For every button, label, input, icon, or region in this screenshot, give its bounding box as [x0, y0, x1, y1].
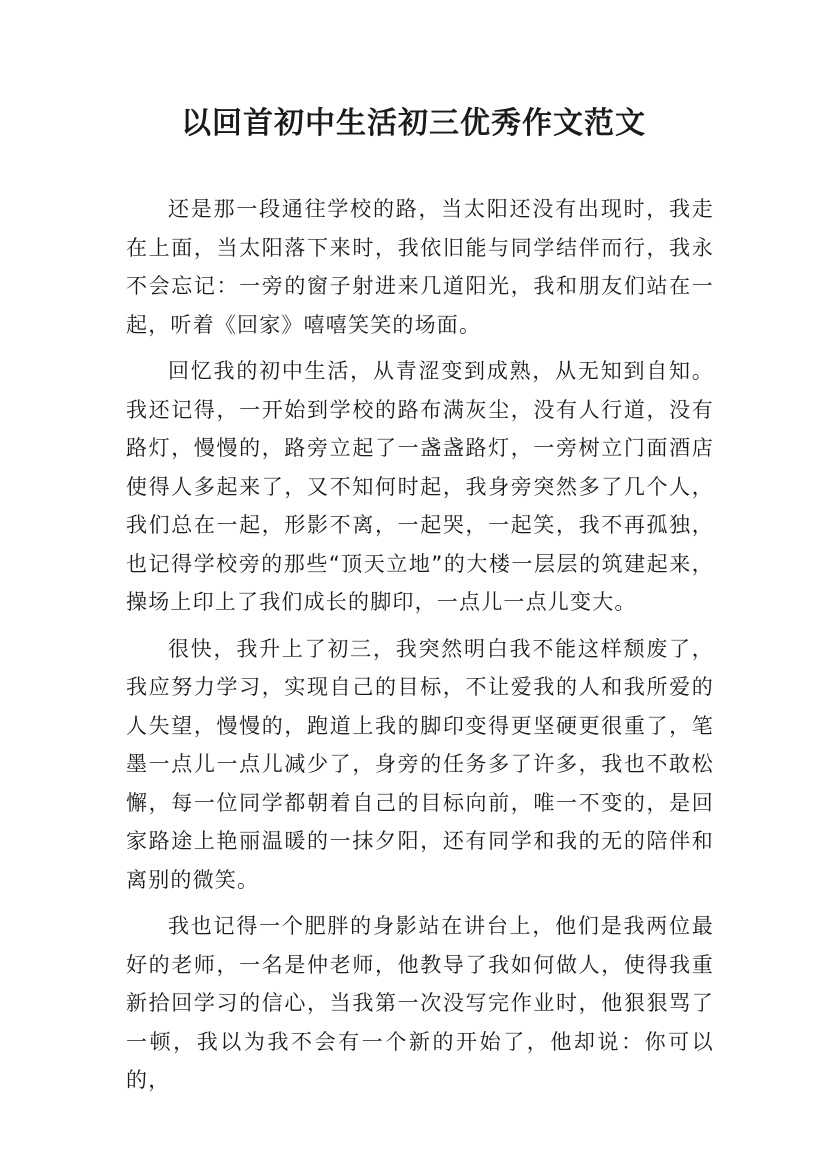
- paragraph-4: 我也记得一个肥胖的身影站在讲台上，他们是我两位最好的老师，一名是仲老师，他教导了我如何做人，使得我重新拾回学习的信心，当我第一次没写完作业时，他狠狠骂了一顿，我以为我不会有一个新的开始了，他却说：你可以的，: [126, 914, 714, 1092]
- document-title: 以回首初中生活初三优秀作文范文: [181, 106, 646, 141]
- paragraph-2: 回忆我的初中生活，从青涩变到成熟，从无知到自知。我还记得，一开始到学校的路布满灰尘，没有人行道，没有路灯，慢慢的，路旁立起了一盏盏路灯，一旁树立门面酒店使得人多起来了，又不知何时起，我身旁突然多了几个人，我们总在一起，形影不离，一起哭，一起笑，我不再孤独，也记得学校旁的那些“顶天立地”的大楼一层层的筑建起来，操场上印上了我们成长的脚印，一点儿一点儿变大。: [126, 359, 714, 614]
- document-body: [126, 190, 714, 1108]
- paragraph-3: 很快，我升上了初三，我突然明白我不能这样颓废了，我应努力学习，实现自己的目标，不让爱我的人和我所爱的人失望，慢慢的，跑道上我的脚印变得更坚硬更很重了，笔墨一点儿一点儿减少了，身旁的任务多了许多，我也不敢松懈，每一位同学都朝着自己的目标向前，唯一不变的，是回家路途上艳丽温暖的一抹夕阳，还有同学和我的无的陪伴和离别的微笑。: [126, 636, 714, 892]
- paragraph-1: 还是那一段通往学校的路，当太阳还没有出现时，我走在上面，当太阳落下来时，我依旧能与同学结伴而行，我永不会忘记：一旁的窗子射进来几道阳光，我和朋友们站在一起，听着《回家》嘻嘻笑笑的场面。: [126, 197, 714, 337]
